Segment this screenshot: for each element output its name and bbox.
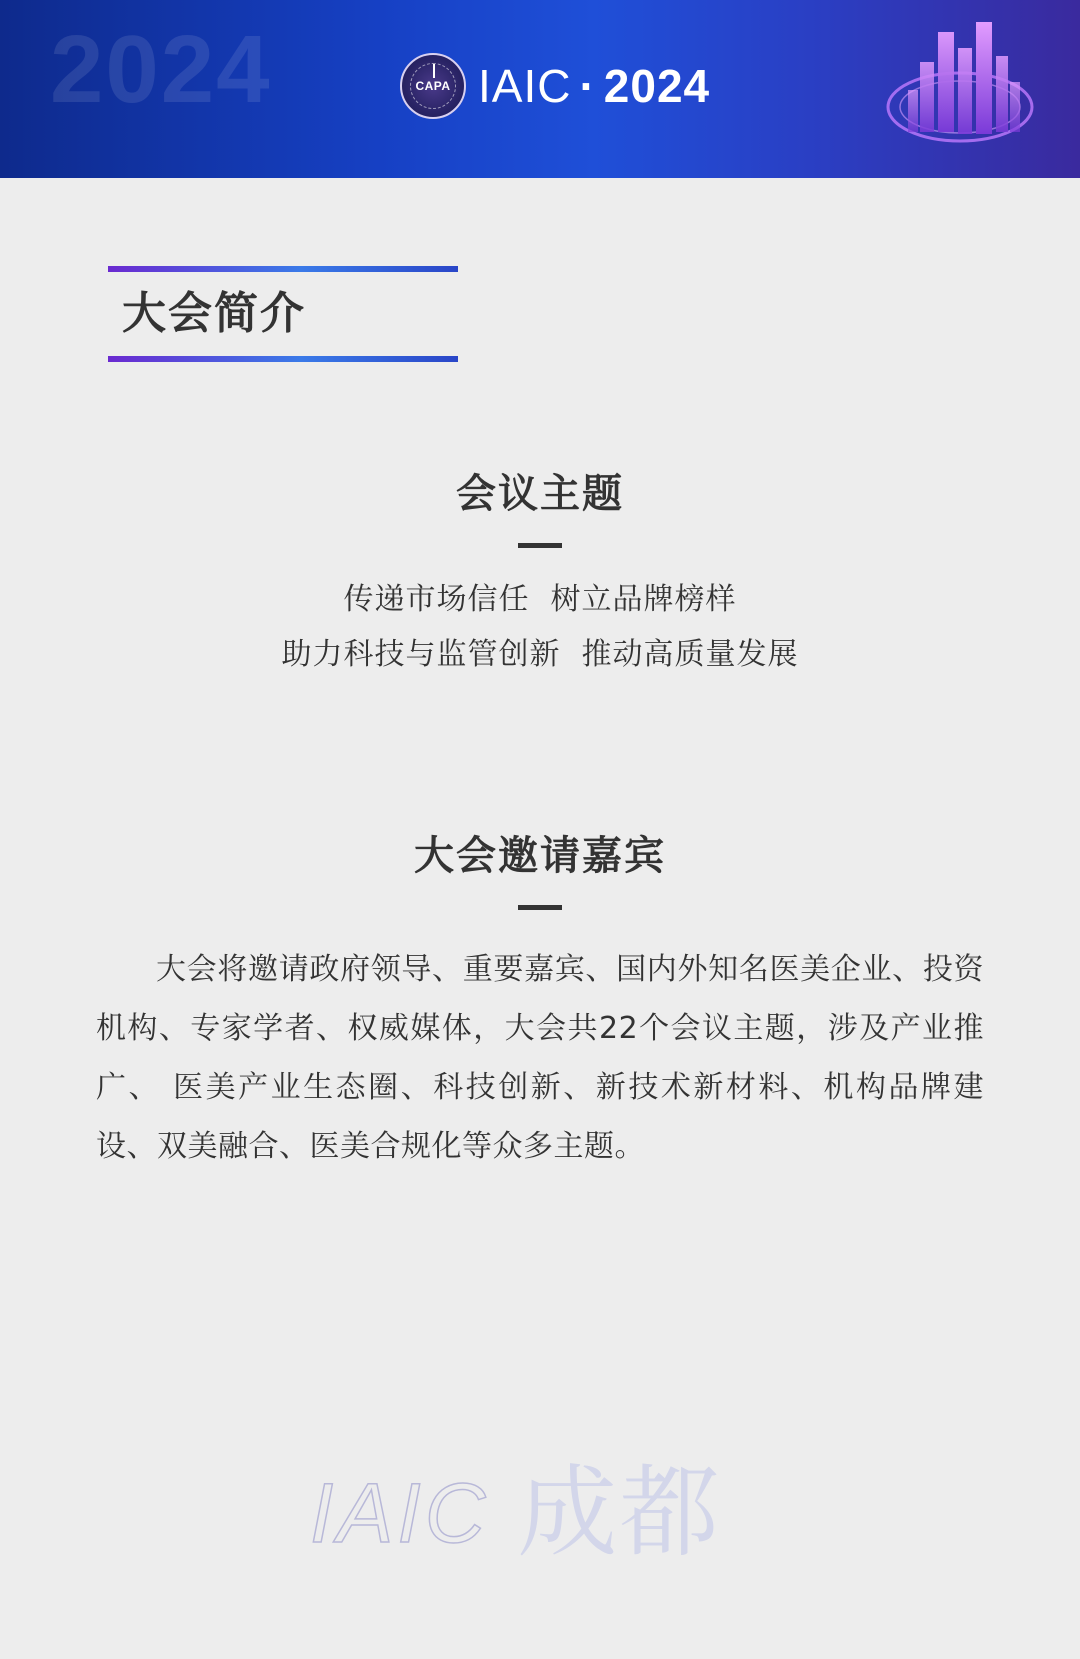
guests-title-bar [518, 905, 562, 910]
guests-title: 大会邀请嘉宾 [414, 833, 666, 879]
brand-year: 2024 [603, 60, 711, 112]
footer-watermark [310, 1448, 810, 1578]
intro-heading-box [108, 266, 458, 362]
intro-title: 大会简介 [122, 288, 306, 339]
theme-line-1: 传递市场信任 树立品牌榜样 [343, 582, 737, 617]
banner-ghost-year: 2024 [50, 16, 272, 123]
banner-brand [478, 59, 710, 113]
medical-staff-icon [433, 64, 435, 78]
footer-city-text: 成都 [517, 1454, 722, 1571]
brand-name: IAIC [478, 60, 572, 112]
guests-paragraph: 大会将邀请政府领导、重要嘉宾、国内外知名医美企业、投资机构、专家学者、权威媒体，大会共22个会议主题，涉及产业推广、 医美产业生态圈、科技创新、新技术新材料、机构品牌建设、双美融合、医美合规化等众多主题。 [96, 952, 984, 1164]
theme-line-2: 助力科技与监管创新 推动高质量发展 [281, 637, 799, 672]
footer-latin-text: IAIC [310, 1466, 490, 1560]
intro-bottom-rule [108, 356, 458, 362]
theme-title-bar [518, 543, 562, 548]
intro-top-rule [108, 266, 458, 272]
header-banner [0, 0, 1080, 178]
banner-logo [400, 52, 710, 120]
brand-separator: · [579, 60, 596, 112]
city-skyline-icon [880, 12, 1040, 162]
theme-title: 会议主题 [456, 471, 624, 517]
capa-seal-logo [400, 53, 466, 119]
seal-text: CAPA [415, 79, 451, 93]
